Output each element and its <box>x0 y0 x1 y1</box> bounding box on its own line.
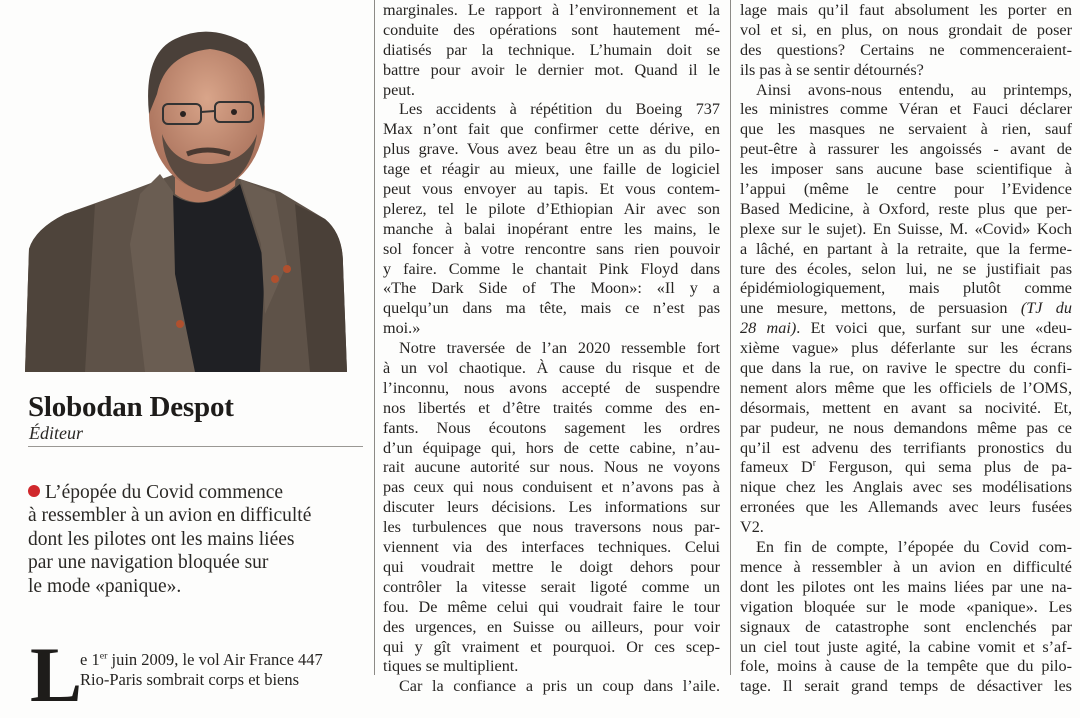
text-line: tage et réagir au mieux, une faille de logiciel <box>383 160 720 179</box>
text-line: sol foncer à votre rencontre sans rien pouvoir <box>383 239 720 258</box>
text-line: tage. Il serait grand temps de désactiver les <box>740 677 1072 696</box>
text-line: viennent via des interfaces techniques. Celui <box>383 538 720 557</box>
text-line <box>740 299 1072 319</box>
text-line: peut vous envoyer au tapis. Et vous contem- <box>383 180 720 199</box>
column-divider <box>730 0 731 675</box>
text-line: par pudeur, ne nous demandons même pas ce <box>740 418 1072 437</box>
text-segment: r <box>812 458 816 470</box>
text-segment: fameux D <box>740 458 813 477</box>
text-line <box>740 458 1072 478</box>
text-line: désormais, mettent en avant sa nocivité. Et, <box>740 398 1072 417</box>
author-name: Slobodan Despot <box>28 391 234 423</box>
text-line: V2. <box>740 518 764 537</box>
text-line: qui voudrait mettre le doigt dehors pour <box>383 557 720 576</box>
text-line: Car la confiance a pris un coup dans l’aile. <box>399 677 720 696</box>
lead-line <box>28 481 358 504</box>
text-line: rait aucune autorité sur nous. Nous ne voyons <box>383 458 720 477</box>
text-segment: une mesure, mettons, de persuasion <box>740 299 1021 318</box>
text-line: l’inconnu, nous avons accepté de suspendre <box>383 378 720 397</box>
text-line: à un vol chaotique. À cause du risque et de <box>383 359 720 378</box>
text-line: les imposer sans aucune base scientifique à <box>740 160 1072 179</box>
text-line: plexe sur le sujet). En Suisse, M. «Covid» Koch <box>740 219 1072 238</box>
text-line: les ministres comme Véran et Fauci déclarer <box>740 100 1072 119</box>
text-line: Based Medicine, à Oxford, reste plus que per- <box>740 199 1072 218</box>
text-line: nement alors même que les officiels de l’OMS, <box>740 378 1072 397</box>
text-line: discuter leurs décisions. Les informations sur <box>383 498 720 517</box>
text-line: plus grave. Vous avez beau être un as du pilo- <box>383 140 720 159</box>
text-line: peut. <box>383 80 415 99</box>
text-line: fou. De même celui qui voudrait faire le tour <box>383 597 720 616</box>
lead-line-text: L’épopée du Covid commence <box>45 482 284 503</box>
text-line: que les masques ne servaient à rien, sauf <box>740 120 1072 139</box>
text-line: ils pas à se sentir détournés? <box>740 60 924 79</box>
red-bullet-icon <box>28 485 40 497</box>
italic-citation: (TJ du <box>1020 299 1072 318</box>
text-line: marginales. Le rapport à l’environnement et la <box>383 1 720 19</box>
text-line: que dans la rue, on ravive le spectre du confi- <box>740 359 1072 378</box>
text-line: erronées que les Allemands avec leurs fusées <box>740 498 1072 517</box>
text-line: plerez, tel le pilote d’Ethiopian Air avec son <box>383 199 720 218</box>
drop-cap: L <box>30 631 83 718</box>
lead-line: le mode «panique». <box>28 575 182 597</box>
lead-line: par une navigation bloquée sur <box>28 552 269 574</box>
author-role: Éditeur <box>29 423 83 443</box>
text-line: Max n’ont fait que confirmer cette dérive, en <box>383 120 720 139</box>
text-line: l’appui (même le centre pour l’Evidence <box>740 180 1072 199</box>
text-line: qu’il est advenu des terrifiants pronostics du <box>740 438 1072 457</box>
byline-divider <box>28 446 363 447</box>
text-line: épidémiologiquement, mais plutôt comme <box>740 279 1072 298</box>
text-line: des urgences, en Suisse ou ailleurs, pour voir <box>383 617 720 636</box>
text-line: vigation bloquée sur le mode «panique». Les <box>740 597 1072 616</box>
text-line: conduite des opérations sont hautement mé- <box>383 20 720 39</box>
italic-citation: 28 mai) <box>740 319 797 338</box>
text-line: En fin de compte, l’épopée du Covid com- <box>756 538 1072 557</box>
text-line: vol et si, en plus, on nous grondait de poser <box>740 20 1072 39</box>
intro-line: Rio-Paris sombrait corps et biens <box>80 670 300 689</box>
text-line <box>740 319 1072 339</box>
article-intro <box>80 650 323 690</box>
author-photo <box>25 14 355 372</box>
text-line: contrôler la vitesse serait ligoté comme un <box>383 577 720 596</box>
lead-summary <box>28 481 358 598</box>
text-line: Ainsi avons-nous entendu, au printemps, <box>756 80 1072 99</box>
text-line: battre pour avoir le dernier mot. Quand il le <box>383 60 720 79</box>
text-line: moi.» <box>383 319 421 338</box>
intro-text: e 1 <box>80 650 100 669</box>
text-line: des questions? Certains ne commenceraient- <box>740 40 1072 59</box>
text-line: les turbulences que nous traversons nous par- <box>383 518 720 537</box>
text-segment: . Et voici que, surfant sur une «deu- <box>796 319 1072 338</box>
text-line: nos libertés et d’être traités comme des en- <box>383 398 720 417</box>
text-line: ture des écoles, selon lui, ne se justifiait pas <box>740 259 1072 278</box>
text-line: manche à balai inopérant entre les mains, le <box>383 219 720 238</box>
lead-line: dont les pilotes ont les mains liées <box>28 528 295 550</box>
text-line: «The Dark Side of The Moon»: «Il y a <box>383 279 720 298</box>
lead-line: à ressembler à un avion en difficulté <box>28 505 312 527</box>
text-line: pas ceux qui nous conduisent et n’avons pas à <box>383 478 720 497</box>
text-line: lage mais qu’il faut absolument les porter en <box>740 1 1072 19</box>
text-line: xième vague» plus déferlante sur les écrans <box>740 339 1072 358</box>
text-line: dont les pilotes ont les mains liées par une na- <box>740 577 1072 596</box>
text-line: diatisés par la technique. L’humain doit se <box>383 40 720 59</box>
intro-line <box>80 650 323 670</box>
text-line: Les accidents à répétition du Boeing 737 <box>399 100 720 119</box>
intro-superscript: er <box>99 650 108 662</box>
text-line: y faire. Comme le chantait Pink Floyd dans <box>383 259 720 278</box>
text-segment: Ferguson, qui sema plus de pa- <box>816 458 1072 477</box>
text-line: nique chez les Anglais avec ses modélisations <box>740 478 1072 497</box>
article-column-2 <box>383 1 720 696</box>
text-line: signaux de catastrophe sont enclenchés par <box>740 617 1072 636</box>
text-line: tiques se multiplient. <box>383 657 519 676</box>
text-line: quelqu’un dans ma tête, mais ce n’est pas <box>383 299 720 318</box>
text-line: peut-être à rassurer les angoissés - avant de <box>740 140 1072 159</box>
text-line: qui y gît vraiment et pourquoi. Or ces scep- <box>383 637 720 656</box>
text-line: mence à ressembler à un avion en difficulté <box>740 557 1072 576</box>
text-line: fole, moins à cause de la tempête que du pilo- <box>740 657 1072 676</box>
text-line: d’un équipage qui, hors de cette cabine, n’au- <box>383 438 720 457</box>
text-line: un ciel tout juste agité, la cabine vomit et s’af- <box>740 637 1072 656</box>
article-column-3 <box>740 1 1072 696</box>
author-portrait-icon <box>25 14 355 372</box>
intro-text: juin 2009, le vol Air France 447 <box>107 650 323 669</box>
text-line: Notre traversée de l’an 2020 ressemble fort <box>399 339 720 358</box>
text-line: a lâché, en partant à la retraite, que la ferme- <box>740 239 1072 258</box>
column-divider <box>374 0 375 675</box>
text-line: fants. Nous écoutons sagement les ordres <box>383 418 720 437</box>
